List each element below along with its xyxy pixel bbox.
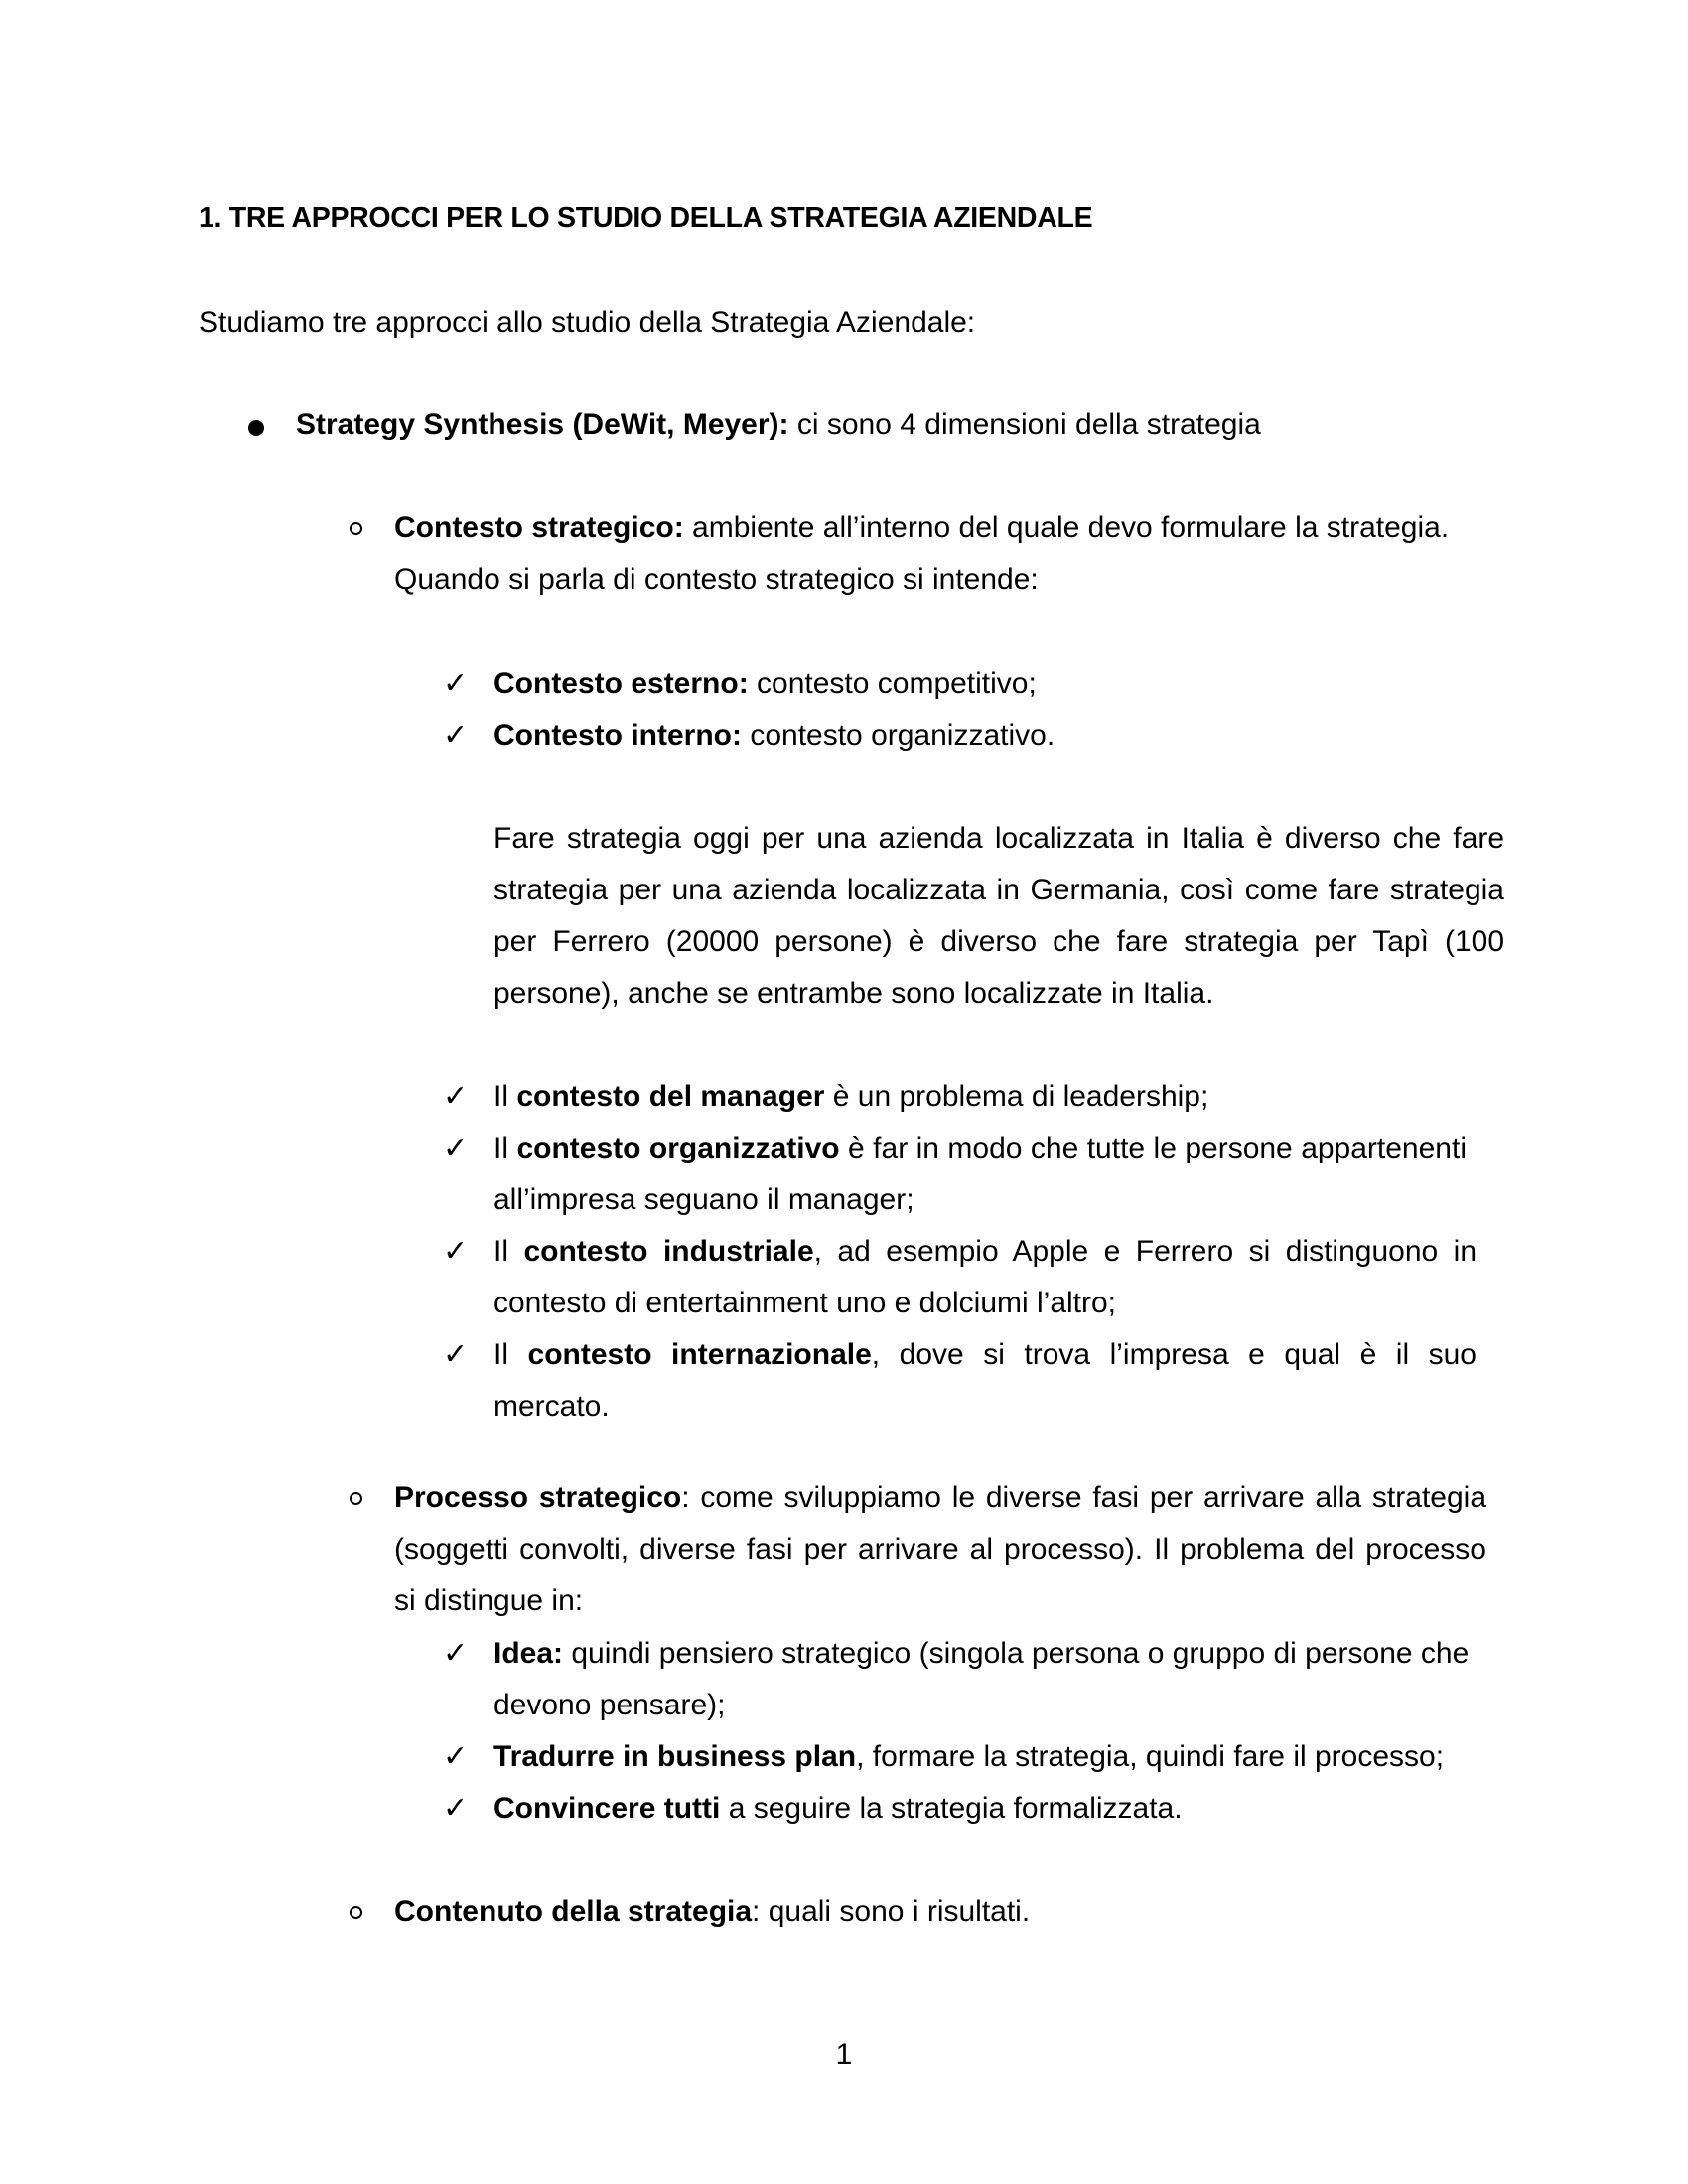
check-item-text: , dove si trova l’impresa e qual è il suo mercato.: [493, 1338, 1477, 1423]
check-icon: ✓: [443, 1337, 469, 1372]
contesto-paragraph: Fare strategia oggi per una azienda localizzata in Italia è diverso che fare strategia per una azienda localizzata in Germania, così come fare strategia per Ferrero (20000 persone) è diverso che fare strategia per Tapì (100 persone), anche se entrambe sono localizzate in Italia.: [493, 822, 1504, 1010]
check-icon: ✓: [443, 1636, 469, 1671]
contesto-text: ambiente all’interno del quale devo formulare la strategia. Quando si parla di contesto strategico si intende:: [394, 511, 1450, 596]
processo-bold: Processo strategico: [394, 1481, 682, 1514]
check-item: [493, 1783, 1546, 1835]
check-item-bold: Contesto interno:: [493, 719, 742, 751]
check-icon: ✓: [443, 1791, 469, 1826]
check-item-bold: Tradurre in business plan: [493, 1740, 857, 1773]
check-icon: ✓: [443, 718, 469, 752]
check-icon: ✓: [443, 1079, 469, 1114]
check-item: [493, 658, 1486, 710]
processo-item: [394, 1472, 1486, 1627]
check-item-text: quindi pensiero strategico (singola persona o gruppo di persone che devono pensare);: [493, 1637, 1470, 1721]
check-item-bold: contesto industriale: [523, 1235, 814, 1268]
check-item: [493, 1329, 1477, 1433]
contesto-bold: Contesto strategico:: [394, 511, 684, 544]
check-item-text: contesto organizzativo.: [741, 719, 1055, 751]
check-item-prefix: Il: [493, 1080, 517, 1113]
check-item: [493, 1628, 1496, 1731]
hollow-bullet-icon: [350, 1492, 362, 1505]
contenuto-bold: Contenuto della strategia: [394, 1895, 753, 1928]
check-item-bold: Contesto esterno:: [493, 667, 749, 700]
check-item: [493, 1731, 1546, 1783]
check-item-text: è un problema di leadership;: [824, 1080, 1209, 1113]
intro-text: Studiamo tre approcci allo studio della Strategia Aziendale:: [199, 306, 976, 339]
processo-text: : come sviluppiamo le diverse fasi per arrivare alla strategia (soggetti convolti, diverse fasi per arrivare al processo). Il problema del processo si distingue in:: [394, 1481, 1486, 1617]
check-item-prefix: Il: [493, 1132, 517, 1164]
contenuto-item: [394, 1886, 1486, 1938]
check-item-text: , formare la strategia, quindi fare il processo;: [856, 1740, 1445, 1773]
check-item-prefix: Il: [493, 1235, 524, 1268]
page-number: 1: [835, 2038, 853, 2071]
filled-bullet-icon: [248, 420, 264, 436]
check-item: [493, 710, 1486, 761]
check-icon: ✓: [443, 666, 469, 701]
check-item-prefix: Il: [493, 1338, 528, 1371]
check-item-text: è far in modo che tutte le persone appartenenti all’impresa seguano il manager;: [493, 1132, 1467, 1216]
contenuto-text: : quali sono i risultati.: [752, 1895, 1031, 1928]
check-icon: ✓: [443, 1131, 469, 1165]
level1-text: ci sono 4 dimensioni della strategia: [788, 408, 1261, 441]
contesto-item: [394, 502, 1467, 606]
check-item-bold: contesto del manager: [516, 1080, 825, 1113]
check-item-text: contesto competitivo;: [748, 667, 1037, 700]
check-icon: ✓: [443, 1234, 469, 1269]
check-item: [493, 1226, 1477, 1329]
hollow-bullet-icon: [350, 522, 362, 535]
check-item: [493, 1123, 1467, 1226]
check-item-text: a seguire la strategia formalizzata.: [720, 1792, 1183, 1825]
check-item: [493, 1071, 1477, 1123]
check-item-bold: contesto internazionale: [527, 1338, 872, 1371]
check-item-bold: contesto organizzativo: [516, 1132, 840, 1164]
check-item-text: , ad esempio Apple e Ferrero si distinguono in contesto di entertainment uno e dolciumi l’altro;: [493, 1235, 1477, 1319]
check-item-bold: Convincere tutti: [493, 1792, 721, 1825]
check-icon: ✓: [443, 1739, 469, 1774]
section-heading: 1. TRE APPROCCI PER LO STUDIO DELLA STRATEGIA AZIENDALE: [199, 203, 1093, 234]
check-item-bold: Idea:: [493, 1637, 564, 1670]
level1-bold: Strategy Synthesis (DeWit, Meyer):: [296, 408, 789, 441]
hollow-bullet-icon: [350, 1906, 362, 1919]
